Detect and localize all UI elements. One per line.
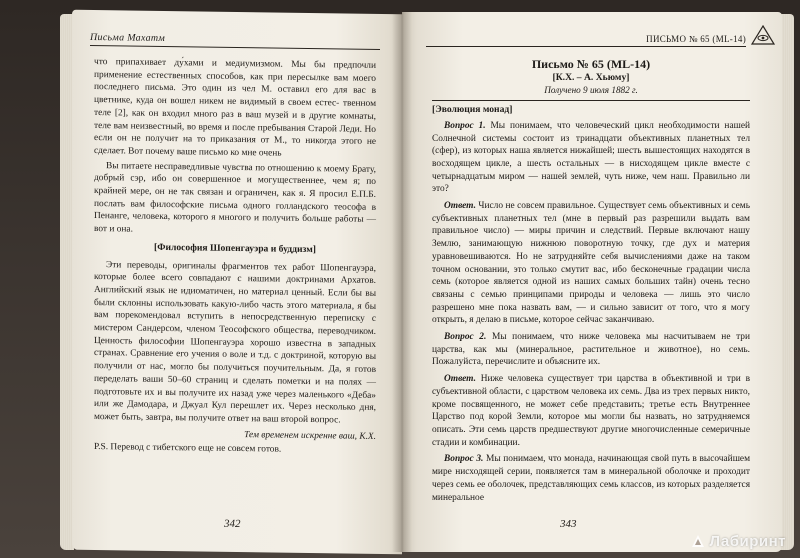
all-seeing-eye-icon xyxy=(750,24,776,46)
watermark xyxy=(690,533,786,550)
question-text: Мы понимаем, что человеческий цикл необходимости нашей Солнечной системы состоит из тринадцати объективных планетных тел (сфер), из которых наша является нижайшей; шесть вышестоящих находятся в восходящем цикле, а шесть остальных — в нисходящем цикле вместе с четырнадцатым миром — нашей землей, чуть ниже, чем наш. Правильно ли это? xyxy=(432,120,750,195)
answer-1 xyxy=(432,200,750,327)
text-line: твенном теле [2], как он входил много раз в ваш музей и в другие xyxy=(94,98,376,122)
text-line: никогда этого не сделает. Вот почему ваше письмо ко мне очень xyxy=(94,136,376,159)
answer-label: Ответ. xyxy=(444,201,476,212)
book-gutter xyxy=(392,12,412,552)
question-label: Вопрос 2. xyxy=(444,332,487,343)
question-label: Вопрос 1. xyxy=(444,120,486,131)
section-heading: [Философия Шопенгауэра и буддизм] xyxy=(154,241,316,255)
question-2 xyxy=(432,331,750,369)
text-line: что припахивает ду́хами и медиумизмом. Мы бы предпочли xyxy=(94,57,376,71)
right-page-number: 343 xyxy=(560,518,577,530)
divider xyxy=(432,100,750,101)
left-paragraph-2: Вы питаете несправедливые чувства по отношению к моему Брату, добрый сэр, ибо он совершенное и могущественнее, чем я; по крайней мере, он не так связан и ограничен, как я. Я просил Е.П.Б. послать вам философские письма одного голландского теософа в Пенанге, человека, которого я многого и получить больше работы — вот и она. xyxy=(94,160,376,235)
right-page-text xyxy=(432,58,750,508)
text-line: комнаты, теле вам неизвестный, во время и после пребывания xyxy=(94,111,377,134)
letter-date: Получено 9 июля 1882 г. xyxy=(544,85,638,96)
answer-text: Ниже человека существует три царства в объективной и три в субъективной области, с царством человека их семь. Два из трех первых никто, кроме посвященного, не может себе представить; третье есть Внутреннее Царство под корой Земли, которое мы могли бы назвать, но затрудняемся описать. Эти семь царств предшествуют другие многочисленные семеричные стадии и комбинации. xyxy=(432,374,751,448)
answer-text: Число не совсем правильное. Существует семь объективных и семь субъективных планетных тел (мне в первый раз разрешили выдать вам правильное число) — миры причин и следствий. Первые включают нашу Землю, занимающую нижнюю поворотную точку, где дух и материя уравновешиваются. Но не затрудняйте себя вычислениями даже на таком точном основании, это только смутит вас, ибо бесконечные градации числа семь (которое является одной из наших самых больших тайн) очень тесно связаны с семью принципами природы и человека — лишь это число разрешено мне пока назвать вам, — и сильно зависит от того, что я могу открыть, я делаю в письме, которое сейчас заканчиваю. xyxy=(432,201,750,326)
text-line: Старой Леди. Но если он не получит на то приказания от М., то xyxy=(94,123,376,147)
signoff: Тем временем искренне ваш, К.Х. xyxy=(244,429,376,442)
left-page-text xyxy=(94,56,376,460)
question-3 xyxy=(432,453,750,504)
postscript: P.S. Перевод с тибетского еще не совсем готов. xyxy=(94,442,282,456)
left-paragraph-3: Эти переводы, оригиналы фрагментов тех работ Шопенгауэра, которые более всего совпадают с нашими доктринами Архатов. Английский язык не идиоматичен, но материал ценный. Если бы вы были склонны использовать какую-либо часть этого материала, я бы вам порекомендовал вступить в непосредственную переписку с мистером Сандерсом, членом Теософского общества, переводчиком. Ценность философии Шопенгауэра хорошо известна в западных странах. Сравнение его учения о воле и т.д. с доктриной, которую вы получили от нас, могло бы получиться поучительным. Да, я готов переделать ваши 50–60 страниц и сделать пометки и на полях — подготовьте их и вы получите их назад уже через маленького «Деба» или же Дамодара, и Джуал Кул перешлет их. Через несколько дня, может быть, завтра, вы получите ответ на ваш второй вопрос. xyxy=(94,259,376,426)
question-label: Вопрос 3. xyxy=(444,454,484,465)
left-top-lines xyxy=(94,56,376,162)
left-page-number: 342 xyxy=(224,517,241,531)
letter-title: Письмо № 65 (ML-14) xyxy=(531,57,651,71)
left-running-head: Письма Махатм xyxy=(90,32,380,50)
question-1 xyxy=(432,120,750,196)
right-page-edge xyxy=(780,14,794,550)
text-line: применение естественных способов, как при пересылке вам xyxy=(94,69,349,84)
watermark-text: Лабиринт xyxy=(709,533,786,550)
answer-label: Ответ. xyxy=(444,374,476,385)
labyrinth-logo-icon xyxy=(690,534,706,550)
right-page xyxy=(402,12,782,552)
answer-2 xyxy=(432,373,750,449)
question-text: Мы понимаем, что ниже человека мы насчитываем не три царства, как мы (минеральное, растительное и животное), но семь. Пожалуйста, перечислите и объясните их. xyxy=(432,332,751,368)
letter-recipients: [К.Х. – А. Хьюму] xyxy=(552,71,630,83)
left-page xyxy=(72,10,402,555)
section-title: [Эволюция монад] xyxy=(432,104,513,116)
text-line: моего последнего письма. Это один из чел М. оставил его для xyxy=(94,73,376,96)
question-text: Мы понимаем, что монада, начинающая свой путь в высочайшем мире нисходящей серии, появляется там в минеральной оболочке и проходит через семь ее оболочек, представляющих семь классов, из которых разделяется минеральное xyxy=(432,454,751,503)
text-line: вас в цветнике, куда он вошел никем не видимый в своем естес- xyxy=(94,86,376,109)
right-running-head: ПИСЬМО № 65 (ML-14) xyxy=(426,34,746,47)
